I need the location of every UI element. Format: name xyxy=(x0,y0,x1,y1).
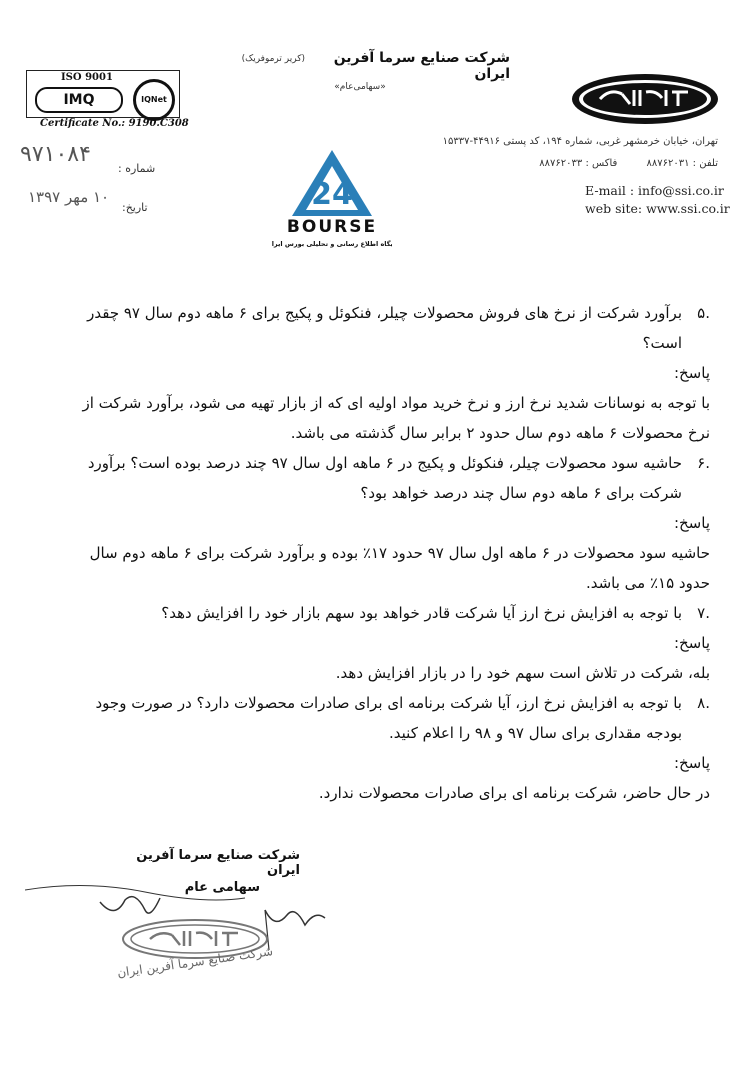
question-8 xyxy=(70,688,710,748)
question-text: با توجه به افزایش نرخ ارز، آیا شرکت برنامه ای برای صادرات محصولات دارد؟ در صورت وجود بودجه مقداری برای سال ۹۷ و ۹۸ را اعلام کنید. xyxy=(95,694,682,742)
company-address: تهران، خیابان خرمشهر غربی، شماره ۱۹۴، کد پستی ۴۴۹۱۶-۱۵۳۳۷ xyxy=(442,136,718,147)
iqnet-logo: IQNet xyxy=(133,79,175,121)
answer-text: حاشیه سود محصولات در ۶ ماهه اول سال ۹۷ حدود ۱۷٪ بوده و برآورد شرکت برای ۶ ماهه دوم سال حدود ۱۵٪ می باشد. xyxy=(89,544,710,592)
letter-body xyxy=(70,298,710,808)
question-text: با توجه به افزایش نرخ ارز آیا شرکت قادر خواهد بود سهم بازار خود را افزایش دهد؟ xyxy=(161,604,682,622)
answer-label: پاسخ: xyxy=(673,514,710,532)
bourse-tagline: پایگاه اطلاع رسانی و تحلیلی بورس ایران xyxy=(272,240,392,248)
answer-label: پاسخ: xyxy=(673,634,710,652)
imq-logo: IMQ xyxy=(35,87,123,113)
signature-company-type: سهامی عام xyxy=(184,880,260,895)
stamp-text: شرکت صنایع سرما آفرین ایران xyxy=(116,944,274,980)
contact-phones xyxy=(500,158,718,169)
answer-text: در حال حاضر، شرکت برنامه ای برای صادرات محصولات ندارد. xyxy=(318,784,710,802)
letter-date-value: ۱۰ مهر ۱۳۹۷ xyxy=(28,188,110,206)
question-number: .۷ xyxy=(697,604,710,622)
question-6 xyxy=(70,448,710,508)
fax-number: فاکس : ۸۸۷۶۲۰۳۳ xyxy=(539,158,618,169)
letter-number-label: شماره : xyxy=(118,162,156,175)
company-note: (کریر ترموفریک) xyxy=(241,54,305,64)
company-name: شرکت صنایع سرما آفرین ایران xyxy=(333,50,510,82)
question-text: برآورد شرکت از نرخ های فروش محصولات چیلر، فنکوئل و پکیج برای ۶ ماهه دوم سال ۹۷ چقدر است؟ xyxy=(87,304,682,352)
answer-label: پاسخ: xyxy=(673,754,710,772)
question-text: حاشیه سود محصولات چیلر، فنکوئل و پکیج در ۶ ماهه اول سال ۹۷ چند درصد بوده است؟ برآورد شرکت برای ۶ ماهه دوم سال چند درصد خواهد بود؟ xyxy=(87,454,682,502)
brand-logo xyxy=(570,72,720,126)
bourse-logo xyxy=(272,148,392,250)
certificate-number: Certificate No.: 9190.C308 xyxy=(40,118,189,129)
iso-title: ISO 9001 xyxy=(61,72,113,83)
letter-date-label: تاریخ: xyxy=(122,201,148,214)
letter-number-value: ۹۷۱۰۸۴ xyxy=(20,142,91,167)
bourse-wordmark: BOURSE xyxy=(286,217,378,237)
iso-certificate-logo xyxy=(26,70,180,118)
signature-company-name: شرکت صنایع سرما آفرین ایران xyxy=(136,848,300,878)
question-number: .۵ xyxy=(697,304,710,322)
answer-label: پاسخ: xyxy=(673,364,710,382)
svg-text:24: 24 xyxy=(311,177,353,212)
email-address: E-mail : info@ssi.co.ir xyxy=(585,183,724,198)
question-number: .۶ xyxy=(697,454,710,472)
answer-text: بله، شرکت در تلاش است سهم خود را در بازار افزایش دهد. xyxy=(335,664,710,682)
answer-text: با توجه به نوسانات شدید نرخ ارز و نرخ خرید مواد اولیه ای که از بازار تهیه می شود، برآورد شرکت از نرخ محصولات ۶ ماهه دوم سال حدود ۲ برابر سال گذشته می باشد. xyxy=(82,394,710,442)
company-type: «سهامی‌عام» xyxy=(334,82,386,92)
question-number: .۸ xyxy=(697,694,710,712)
website-address: web site: www.ssi.co.ir xyxy=(585,201,730,216)
phone-number: تلفن : ۸۸۷۶۲۰۳۱ xyxy=(646,158,718,169)
question-7 xyxy=(70,598,710,628)
question-5 xyxy=(70,298,710,358)
